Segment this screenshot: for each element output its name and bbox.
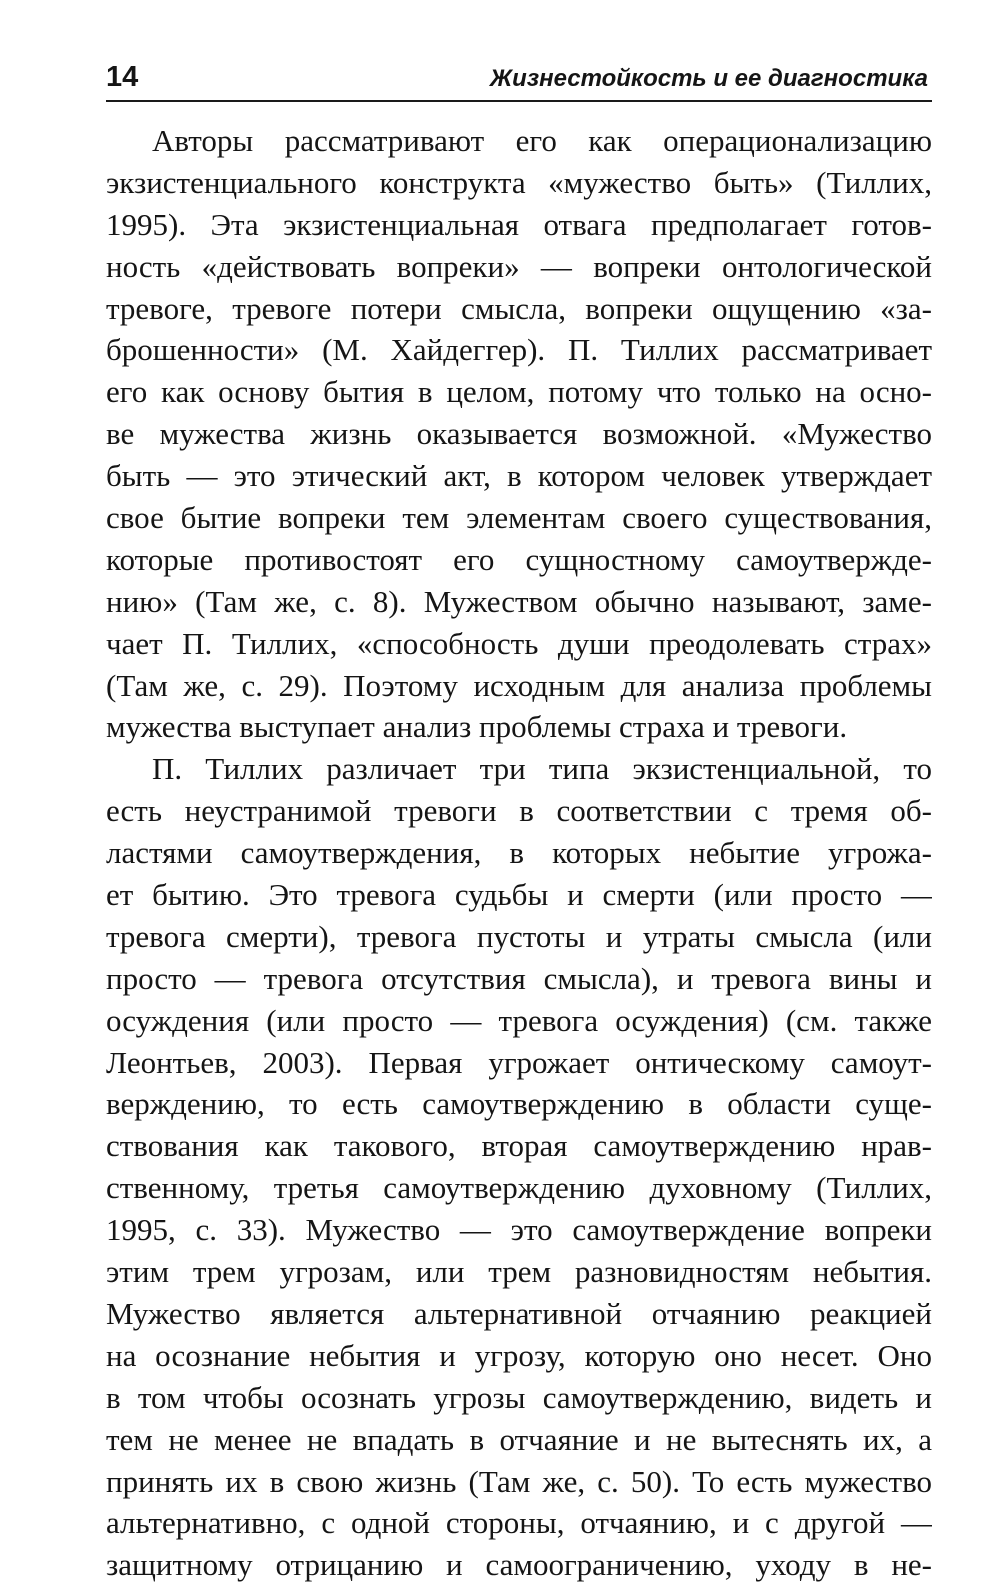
- page-header: [106, 60, 932, 102]
- paragraph-2-line: Леонтьев, 2003). Первая угрожает онтическому самоут-: [106, 1044, 932, 1080]
- paragraph-2-line: Мужество является альтернативной отчаянию реакцией: [106, 1295, 932, 1331]
- paragraph-1-line: тревоге, тревоге потери смысла, вопреки ощущению «за-: [106, 290, 932, 326]
- paragraph-1-line: свое бытие вопреки тем элементам своего существования,: [106, 500, 932, 536]
- body-text: [106, 120, 932, 1586]
- paragraph-2-line: ствования как такового, вторая самоутверждению нрав-: [106, 1128, 932, 1164]
- paragraph-2-line: ет бытию. Это тревога судьбы и смерти (или просто —: [106, 877, 932, 913]
- paragraph-2-line: тем не менее не впадать в отчаяние и не вытеснять их, а: [106, 1421, 932, 1457]
- paragraph-1-line: ве мужества жизнь оказывается возможной. «Мужество: [106, 416, 932, 452]
- paragraph-2-line: осуждения (или просто — тревога осуждения) (см. также: [106, 1002, 932, 1038]
- paragraph-2-line: этим трем угрозам, или трем разновидностям небытия.: [106, 1254, 932, 1290]
- paragraph-2-line: 1995, с. 33). Мужество — это самоутверждение вопреки: [106, 1212, 932, 1248]
- paragraph-2-line: ственному, третья самоутверждению духовному (Тиллих,: [106, 1170, 932, 1206]
- paragraph-1-line: которые противостоят его сущностному самоутвержде-: [106, 541, 932, 577]
- paragraph-2-line: ластями самоутверждения, в которых небытие угрожа-: [106, 835, 932, 871]
- paragraph-2-line: П. Тиллих различает три типа экзистенциальной, то: [152, 751, 932, 787]
- paragraph-2-line: есть неустранимой тревоги в соответствии с тремя об-: [106, 793, 932, 829]
- paragraph-2-line: принять их в свою жизнь (Там же, с. 50). То есть мужество: [106, 1463, 932, 1499]
- paragraph-1-line: брошенности» (М. Хайдеггер). П. Тиллих рассматривает: [106, 332, 932, 368]
- paragraph-2-line: защитному отрицанию и самоограничению, уходу в не-: [106, 1547, 932, 1583]
- paragraph-1-line: чает П. Тиллих, «способность души преодолевать страх»: [106, 625, 932, 661]
- paragraph-1-line: 1995). Эта экзистенциальная отвага предполагает готов-: [106, 206, 932, 242]
- paragraph-2-line: верждению, то есть самоутверждению в области суще-: [106, 1086, 932, 1122]
- paragraph-1-line: Авторы рассматривают его как операционализацию: [152, 123, 932, 158]
- paragraph-2-line: просто — тревога отсутствия смысла), и тревога вины и: [106, 960, 932, 996]
- paragraph-1-line: экзистенциального конструкта «мужество быть» (Тиллих,: [106, 164, 932, 200]
- paragraph-1-line: (Там же, с. 29). Поэтому исходным для анализа проблемы: [106, 667, 932, 703]
- paragraph-2-line: на осознание небытия и угрозу, которую оно несет. Оно: [106, 1337, 932, 1373]
- paragraph-1-line: быть — это этический акт, в котором человек утверждает: [106, 458, 932, 494]
- paragraph-1-line: его как основу бытия в целом, потому что только на осно-: [106, 374, 932, 410]
- page-number: 14: [106, 61, 139, 93]
- paragraph-1-line: нию» (Там же, с. 8). Мужеством обычно называют, заме-: [106, 583, 932, 619]
- paragraph-2-line: в том чтобы осознать угрозы самоутверждению, видеть и: [106, 1379, 932, 1415]
- paragraph-2-line: альтернативно, с одной стороны, отчаянию, и с другой —: [106, 1505, 932, 1541]
- paragraph-1-line: ность «действовать вопреки» — вопреки онтологической: [106, 248, 932, 284]
- paragraph-2-line: тревога смерти), тревога пустоты и утраты смысла (или: [106, 918, 932, 954]
- running-title: Жизнестойкость и ее диагностика: [489, 65, 928, 92]
- paragraph-1-line: мужества выступает анализ проблемы страха и тревоги.: [106, 709, 848, 745]
